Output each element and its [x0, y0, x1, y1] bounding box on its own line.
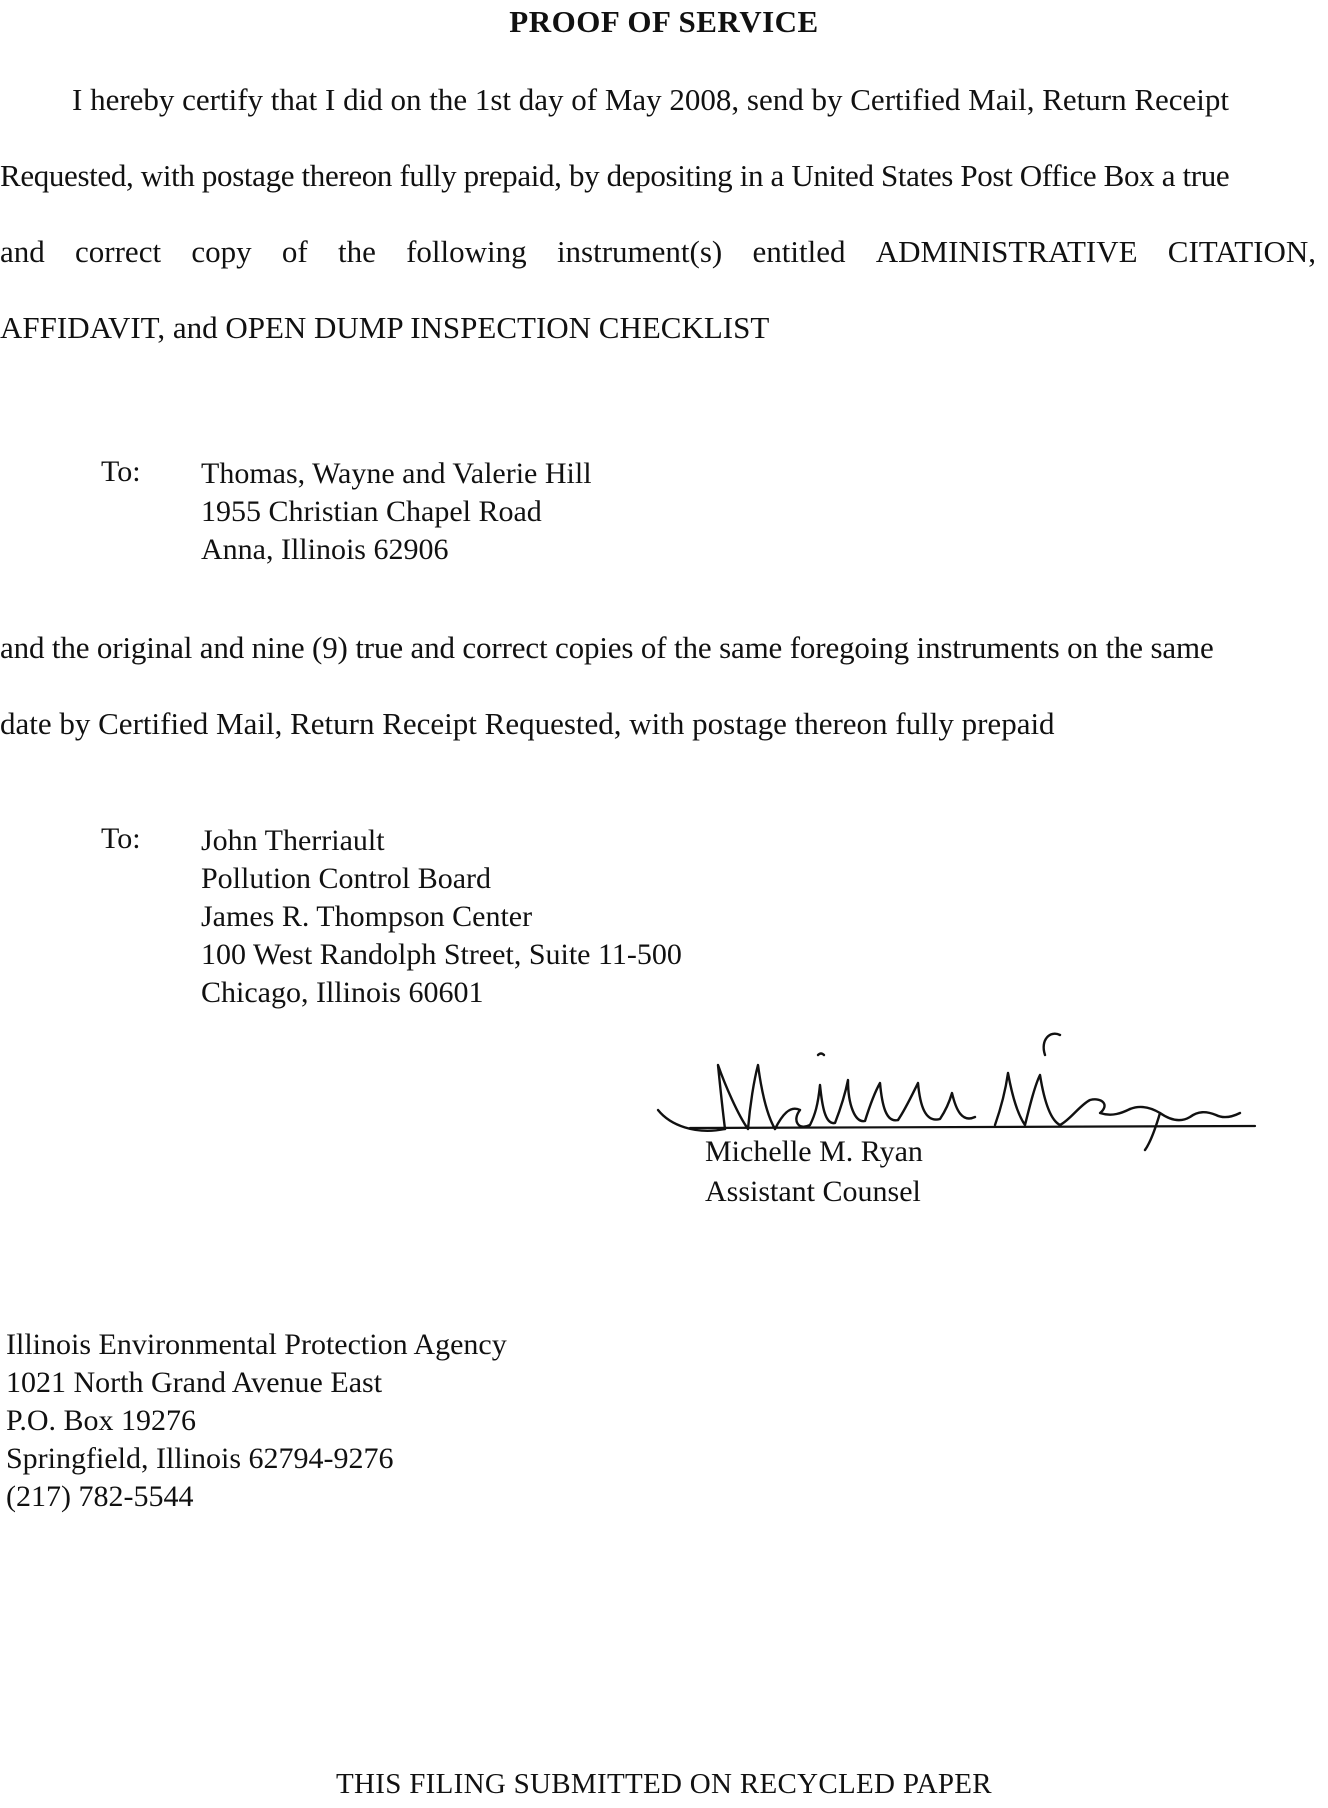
- paragraph1-line3-word: following: [406, 234, 527, 269]
- footer-note: THIS FILING SUBMITTED ON RECYCLED PAPER: [336, 1768, 992, 1800]
- paragraph1-line3-word: CITATION,: [1167, 234, 1316, 269]
- recipient2-address: [201, 822, 682, 1012]
- recipient1-line: 1955 Christian Chapel Road: [201, 495, 542, 528]
- paragraph1-line3-word: copy: [191, 234, 252, 269]
- agency-line: (217) 782-5544: [6, 1480, 194, 1513]
- signature-block: [705, 1132, 923, 1212]
- paragraph1-line3-word: entitled: [752, 234, 846, 269]
- agency-line: P.O. Box 19276: [6, 1404, 197, 1437]
- recipient1-line: Thomas, Wayne and Valerie Hill: [201, 457, 592, 490]
- paragraph1-line2: Requested, with postage thereon fully prepaid, by depositing in a United States Post Office Box a true: [0, 158, 1230, 193]
- recipient1-line: Anna, Illinois 62906: [201, 533, 449, 566]
- agency-line: Springfield, Illinois 62794-9276: [6, 1442, 394, 1475]
- paragraph2-line1: and the original and nine (9) true and correct copies of the same foregoing instruments on the same: [0, 630, 1214, 665]
- paragraph1-line3: [0, 234, 1316, 270]
- recipient1-label: To:: [101, 455, 141, 488]
- document-title: PROOF OF SERVICE: [509, 4, 819, 39]
- agency-line: Illinois Environmental Protection Agency: [6, 1328, 507, 1361]
- agency-line: 1021 North Grand Avenue East: [6, 1366, 383, 1399]
- paragraph1-line3-word: ADMINISTRATIVE: [875, 234, 1138, 269]
- paragraph1-line3-word: correct: [75, 234, 162, 269]
- recipient2-line: James R. Thompson Center: [201, 900, 533, 933]
- recipient2-line: Chicago, Illinois 60601: [201, 976, 484, 1009]
- recipient2-line: John Therriault: [201, 824, 385, 857]
- paragraph1-line3-word: and: [0, 234, 45, 269]
- paragraph1-line4: AFFIDAVIT, and OPEN DUMP INSPECTION CHECKLIST: [0, 310, 770, 345]
- recipient2-label: To:: [101, 822, 141, 855]
- agency-address: [6, 1326, 507, 1516]
- recipient2-line: 100 West Randolph Street, Suite 11-500: [201, 938, 682, 971]
- paragraph2-line2: date by Certified Mail, Return Receipt Requested, with postage thereon fully prepaid: [0, 706, 1055, 741]
- signatory-name: Michelle M. Ryan: [705, 1135, 923, 1168]
- paragraph1-line3-word: of: [281, 234, 308, 269]
- recipient1-address: [201, 455, 592, 569]
- paragraph1-line3-word: instrument(s): [556, 234, 723, 269]
- paragraph1-line3-word: the: [337, 234, 376, 269]
- paragraph1-line1: I hereby certify that I did on the 1st day of May 2008, send by Certified Mail, Return Receipt: [72, 82, 1230, 117]
- signatory-title: Assistant Counsel: [705, 1175, 921, 1208]
- recipient2-line: Pollution Control Board: [201, 862, 492, 895]
